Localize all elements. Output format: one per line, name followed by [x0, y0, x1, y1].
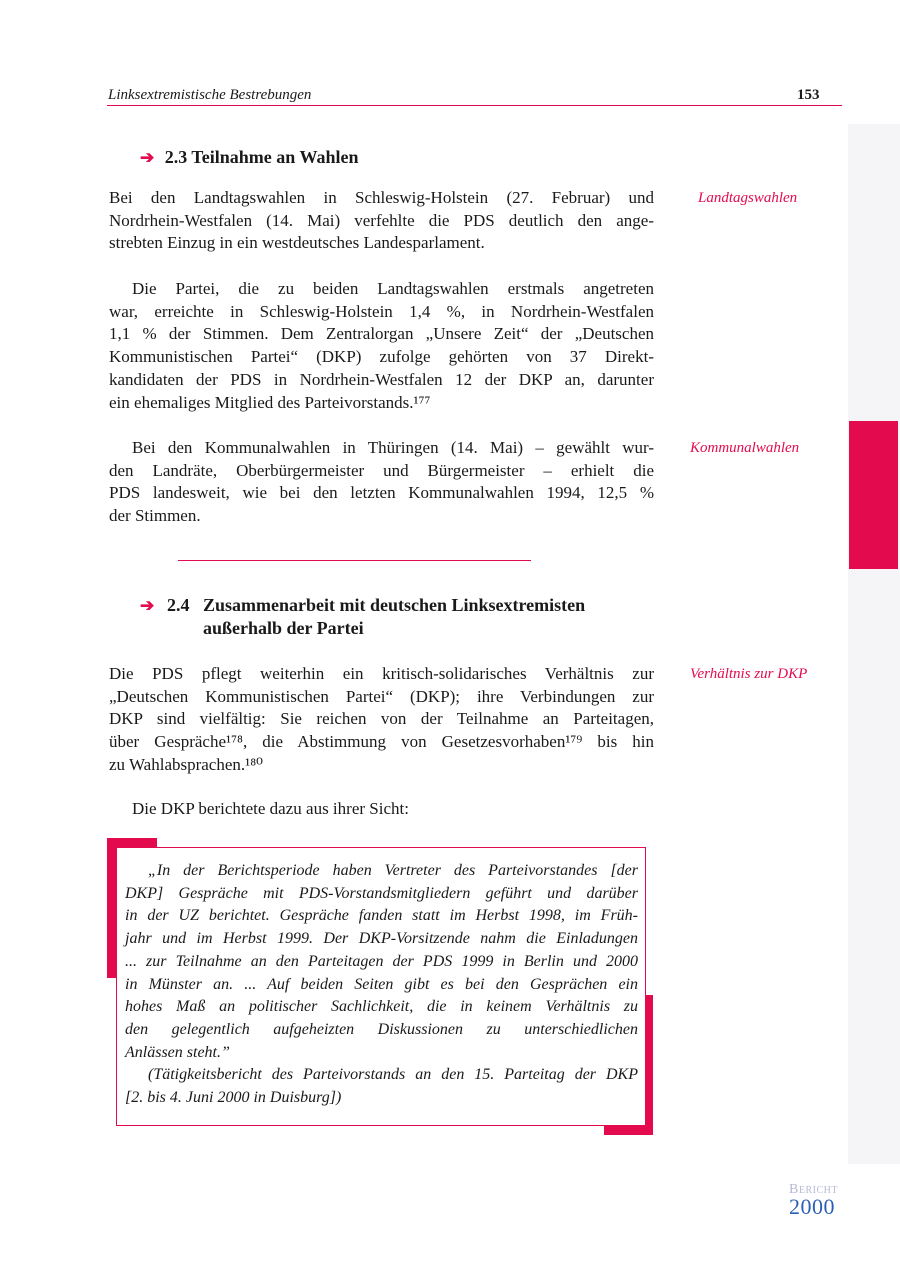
quote-text — [125, 860, 638, 1110]
paragraph-landtagswahlen — [109, 187, 654, 255]
text-line: in Münster an. ... Auf beiden Seiten gibt es bei den Gesprächen ein — [125, 975, 638, 993]
page-number: 153 — [797, 87, 820, 103]
text-line: PDS landesweit, wie bei den letzten Kommunalwahlen 1994, 12,5 % — [109, 483, 654, 503]
arrow-icon: ➔ — [140, 148, 155, 167]
text-line: jahr und im Herbst 1999. Der DKP-Vorsitzende nahm die Einladungen — [125, 930, 638, 948]
text-line: der Stimmen. — [109, 506, 201, 526]
text-line: Die Partei, die zu beiden Landtagswahlen erstmals angetreten — [132, 279, 654, 298]
text-line: DKP sind vielfältig: Sie reichen von der Teilnahme an Parteitagen, — [109, 709, 654, 729]
quote-body — [125, 860, 638, 1064]
text-line: in der UZ berichtet. Gespräche fanden statt im Herbst 1998, im Früh- — [125, 907, 638, 925]
text-line: hohes Maß an politischer Sachlichkeit, die in keinem Verhältnis zu — [125, 998, 638, 1016]
text-line: 1,1 % der Stimmen. Dem Zentralorgan „Unsere Zeit“ der „Deutschen — [109, 324, 654, 344]
text-line: ein ehemaliges Mitglied des Parteivorstands.¹⁷⁷ — [109, 392, 431, 412]
margin-note-kommunalwahlen: Kommunalwahlen — [690, 440, 800, 456]
paragraph-kommunalwahlen — [109, 437, 654, 528]
chapter-tab-marker — [849, 421, 898, 569]
text-line: kandidaten der PDS in Nordrhein-Westfalen 12 der DKP an, darunter — [109, 369, 654, 389]
text-line: strebten Einzug in ein westdeutsches Landesparlament. — [109, 233, 485, 253]
text-line: (Tätigkeitsbericht des Parteivorstands an den 15. Parteitag der DKP — [148, 1066, 638, 1084]
text-line: Bei den Kommunalwahlen in Thüringen (14. Mai) – gewählt wur- — [132, 438, 654, 457]
margin-band — [848, 124, 900, 1164]
text-line: Kommunistischen Partei“ (DKP) zufolge gehörten von 37 Direkt- — [109, 347, 654, 367]
text-line: „In der Berichtsperiode haben Vertreter des Parteivorstandes [der — [148, 862, 638, 879]
quote-bar-right — [645, 995, 653, 1135]
running-header-title: Linksextremistische Bestrebungen — [108, 87, 312, 103]
text-line: Die PDS pflegt weiterhin ein kritisch-solidarisches Verhältnis zur — [109, 664, 654, 683]
text-line: den gelegentlich aufgeheizten Diskussionen zu unterschiedlichen — [125, 1020, 638, 1038]
text-line: ... zur Teilnahme an den Parteitagen der PDS 1999 in Berlin und 2000 — [125, 952, 638, 970]
paragraph-dkp — [109, 663, 654, 777]
arrow-icon: ➔ — [140, 596, 155, 615]
text-line: Die DKP berichtete dazu aus ihrer Sicht: — [132, 799, 409, 818]
text-line: [2. bis 4. Juni 2000 in Duisburg]) — [125, 1089, 342, 1107]
logo-bericht: Bericht — [789, 1182, 838, 1197]
heading-text: 2.3 Teilnahme an Wahlen — [164, 147, 359, 167]
text-line: den Landräte, Oberbürgermeister und Bürgermeister – erhielt die — [109, 460, 654, 480]
quote-corner-bottom — [604, 1126, 653, 1135]
section-heading-2-4 — [140, 594, 660, 642]
heading-line-2: außerhalb der Partei — [203, 618, 364, 638]
logo-year: 2000 — [789, 1194, 835, 1219]
text-line: „Deutschen Kommunistischen Partei“ (DKP); ihre Verbindungen zur — [109, 686, 654, 706]
heading-line-1: Zusammenarbeit mit deutschen Linksextremisten — [203, 595, 586, 615]
heading-number: 2.4 — [167, 595, 190, 615]
header-rule — [107, 105, 842, 106]
text-line: Nordrhein-Westfalen (14. Mai) verfehlte die PDS deutlich den ange- — [109, 210, 654, 230]
paragraph-results — [109, 278, 654, 414]
text-line: Bei den Landtagswahlen in Schleswig-Holstein (27. Februar) und — [109, 188, 654, 207]
margin-note-landtagswahlen: Landtagswahlen — [698, 190, 798, 206]
margin-note-dkp: Verhältnis zur DKP — [690, 666, 808, 682]
text-line: zu Wahlabsprachen.¹⁸⁰ — [109, 754, 263, 774]
text-line: über Gespräche¹⁷⁸, die Abstimmung von Gesetzesvorhaben¹⁷⁹ bis hin — [109, 732, 654, 752]
quote-source — [125, 1064, 638, 1109]
text-line: war, erreichte in Schleswig-Holstein 1,4 %, in Nordrhein-Westfalen — [109, 301, 654, 321]
section-heading-2-3 — [140, 146, 358, 169]
text-line: DKP] Gespräche mit PDS-Vorstandsmitgliedern geführt und darüber — [125, 884, 638, 902]
section-divider — [178, 560, 531, 561]
paragraph-dkp-view — [109, 798, 654, 821]
text-line: Anlässen steht.” — [125, 1043, 230, 1061]
